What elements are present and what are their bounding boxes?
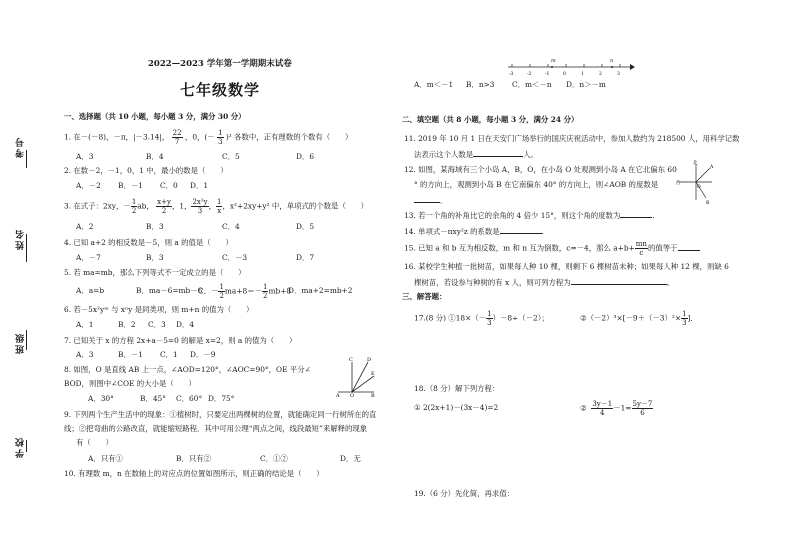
q7-option-b[interactable]: B．－1 xyxy=(118,350,143,359)
q6-option-b[interactable]: B．2 xyxy=(118,320,136,329)
q3-part: 3. 在式子：2xy， xyxy=(64,201,124,211)
q3-option-d[interactable]: D．5 xyxy=(296,222,315,231)
q18-frac1-den: 4 xyxy=(600,409,605,417)
q16-line1: 16. 某校学生种植一批树苗，如果每人种 10 棵，则剩下 6 棵树苗未种；如果每人种 12 棵，则缺 6 xyxy=(404,262,729,271)
q18-part2 xyxy=(580,400,653,417)
q2-option-d[interactable]: D．1 xyxy=(190,181,209,190)
section3-title: 三、解答题： xyxy=(402,292,447,301)
q4-option-c[interactable]: C．－3 xyxy=(222,253,248,262)
q1-fraction2-num: 1 xyxy=(218,129,223,137)
q15-answer-blank[interactable] xyxy=(678,243,700,251)
exam-title: 2022—2023 学年第一学期期末试卷 xyxy=(148,59,292,69)
q5-option-c-suffix: mb+8 xyxy=(268,286,292,296)
q18-frac2-den: 6 xyxy=(640,409,645,417)
q17-frac2-den: 3 xyxy=(682,319,687,327)
label-e: E xyxy=(371,371,375,377)
exam-no-label: 考号 xyxy=(16,136,26,158)
q6-option-d[interactable]: D．4 xyxy=(176,320,195,329)
q16-line2-text: 棵树苗，若设参与种树的有 x 人，则可列方程为 xyxy=(414,278,571,287)
q9-option-c[interactable]: C．①② xyxy=(260,454,288,463)
q12-line3 xyxy=(414,195,447,206)
q16-line2: 棵树苗，若设参与种树的有 x 人，则可列方程为 。 xyxy=(414,278,675,287)
q11-line2 xyxy=(414,149,538,160)
q17-end: ]． xyxy=(687,313,698,323)
number-line-tick-label: 1 xyxy=(581,72,584,77)
q17 xyxy=(414,310,549,327)
q3-part: － xyxy=(123,201,131,211)
q18-part1: ① 2(2x+1)－(3x－4)=2 xyxy=(414,403,499,412)
q3-part: ，1， xyxy=(171,201,192,211)
q8-stem-line2: BOD，则图中∠COE 的大小是（ ） xyxy=(64,379,196,388)
angle-figure xyxy=(336,356,376,398)
q2-option-a[interactable]: A．－2 xyxy=(76,181,101,190)
q8-option-b[interactable]: B．45° xyxy=(140,394,166,403)
q3-part: ， xyxy=(208,201,217,211)
q5-half-den: 2 xyxy=(219,292,224,300)
q12-line1: 12. 如图，某海域有三个小岛 A，B，O，在小岛 O 处观测到小岛 A 在它北偏东 60 xyxy=(404,165,677,174)
q3-frac-den: 2 xyxy=(131,207,137,215)
q7-option-d[interactable]: D．－9 xyxy=(190,350,216,359)
q2-option-b[interactable]: B．－1 xyxy=(118,181,143,190)
q17-frac-den: 3 xyxy=(487,319,492,327)
q7-stem: 7. 已知关于 x 的方程 2x+a－5=0 的解是 x=2，则 a 的值为（ ） xyxy=(64,336,297,345)
q3-frac-num: 1 xyxy=(217,198,222,206)
q18-frac1-num: 3y－1 xyxy=(592,400,613,408)
class-label: 班级 xyxy=(16,332,26,354)
q17-part2-text: ②（－2）³×[－9＋（－3）²× xyxy=(580,313,682,323)
q15-frac-den: c xyxy=(639,249,644,257)
q5-stem: 5. 若 ma=mb，那么下列等式不一定成立的是（ ） xyxy=(64,268,246,277)
q18-title: 18.（8 分）解下列方程： xyxy=(414,384,500,393)
q6-option-a[interactable]: A．1 xyxy=(76,320,94,329)
q12-answer-blank[interactable] xyxy=(414,195,440,203)
q10-option-a[interactable]: A．m＜－1 xyxy=(414,80,454,89)
q14: 14. 单项式－πxy²z 的系数是 . xyxy=(404,227,544,236)
number-line-point-m xyxy=(551,66,553,68)
label-b: B xyxy=(371,393,375,398)
exam-no-line xyxy=(26,150,27,168)
q11-line1: 11. 2019 年 10 月 1 日在天安门广场举行的国庆庆祝活动中，参加人数约为 218500 人，用科学记数 xyxy=(404,134,740,143)
q15-suffix: 的值等于 xyxy=(647,243,678,253)
q9-stem-line3: 有（ ） xyxy=(76,438,113,447)
q3-stem xyxy=(64,198,368,215)
point-o-label: O xyxy=(697,185,701,190)
q12-line2: ° 的方向上，观测到小岛 B 在它南偏东 40° 的方向上，则∠AOB 的度数是 xyxy=(414,180,659,189)
q14-text: 14. 单项式－πxy²z 的系数是 xyxy=(404,227,500,236)
q1-stem-a: 1. 在－(－8)，－π，|－3.14|， xyxy=(64,132,170,142)
q10-option-c[interactable]: C．m＜－n xyxy=(512,80,552,89)
q4-stem: 4. 已知 a+2 的相反数是－5，则 a 的值是（ ） xyxy=(64,238,233,247)
q3-part: ab， xyxy=(137,201,154,211)
n-point-label: n xyxy=(610,58,614,64)
q9-option-d[interactable]: D．无 xyxy=(340,454,361,463)
q17-frac-num: 1 xyxy=(487,310,492,318)
q1-fraction xyxy=(172,129,183,146)
q16-answer-blank[interactable] xyxy=(571,277,667,285)
number-line-point-n xyxy=(611,66,613,68)
number-line-tick-label: 3 xyxy=(617,72,620,77)
q12-period: ． xyxy=(440,196,448,205)
label-c: C xyxy=(349,357,353,363)
ray-oe xyxy=(352,376,374,392)
q3-fraction xyxy=(156,198,172,215)
q5-option-d[interactable]: D．ma+2=mb+2 xyxy=(288,286,353,295)
name-line xyxy=(26,234,27,262)
q3-fraction xyxy=(191,198,208,215)
q5-half-den: 2 xyxy=(263,292,268,300)
q11-line2-text: 法表示这个人数是 xyxy=(414,150,474,159)
q17-frac2-num: 1 xyxy=(682,310,687,318)
west-label: 西 xyxy=(676,181,681,186)
north-label: 北 xyxy=(693,161,698,166)
q5-half-num: 1 xyxy=(219,283,224,291)
q4-option-a[interactable]: A．－7 xyxy=(76,253,101,262)
q1-option-b[interactable]: B．4 xyxy=(146,152,164,161)
q3-frac-num: 1 xyxy=(131,198,137,206)
q13: 13. 若一个角的补角比它的余角的 4 倍少 15°，则这个角的度数为 . xyxy=(404,211,655,220)
q18-fraction-1 xyxy=(591,400,613,417)
compass-figure xyxy=(676,160,716,206)
q5-option-c-prefix: C．－ xyxy=(198,286,219,296)
section2-title: 二、填空题（共 8 小题，每小题 3 分，满分 24 分） xyxy=(402,115,579,124)
q9-option-a[interactable]: A．只有① xyxy=(88,454,123,463)
q1-stem-b: ，0，(－ xyxy=(184,132,215,142)
q2-option-c[interactable]: C．0 xyxy=(160,181,178,190)
number-line-tick-label: -3 xyxy=(509,72,514,77)
q5-option-c-mid: ma+8＝－ xyxy=(224,286,262,296)
q15-fraction xyxy=(635,240,648,257)
ray-od xyxy=(352,362,368,392)
q3-option-b[interactable]: B．3 xyxy=(146,222,164,231)
q5-option-a[interactable]: A．a=b xyxy=(76,286,105,295)
q6-stem: 6. 若－5x²yᵐ 与 xⁿy 是同类项，则 m+n 的值为（ ） xyxy=(64,305,254,314)
q10-option-d[interactable]: D．n＞－m xyxy=(566,80,606,89)
m-point-label: m xyxy=(551,58,556,64)
q13-answer-blank[interactable] xyxy=(620,210,652,218)
q9-stem-line1: 9. 下列两个生产生活中的现象：①植树时，只要定出两棵树的位置，就能确定同一行树所在的直 xyxy=(64,410,377,419)
q3-frac-num: x+y xyxy=(157,198,171,206)
q3-frac-den: 2 xyxy=(161,207,167,215)
q1-fraction-num: 22 xyxy=(172,129,182,137)
class-line xyxy=(26,330,27,350)
q1-fraction-2 xyxy=(217,129,223,146)
axis-arrow-icon xyxy=(630,64,635,70)
q1-fraction2-den: 3 xyxy=(218,138,223,146)
q8-option-c[interactable]: C．60° xyxy=(176,394,203,403)
school-label: 学校 xyxy=(16,436,26,458)
q3-option-a[interactable]: A．2 xyxy=(76,222,94,231)
name-label: 姓名 xyxy=(16,228,26,250)
q7-option-c[interactable]: C．1 xyxy=(160,350,178,359)
q1-option-c[interactable]: C．5 xyxy=(222,152,240,161)
q5-option-b[interactable]: B．ma－6=mb－6 xyxy=(136,286,203,295)
q2-stem: 2. 在数－2，－1，0，1 中，最小的数是（ ） xyxy=(64,166,228,175)
number-line-figure xyxy=(506,56,636,78)
q1-stem-c: )² 各数中，正有理数的个数有（ ） xyxy=(225,132,353,142)
label-d: D xyxy=(367,357,372,363)
q14-answer-blank[interactable] xyxy=(500,226,542,234)
q3-option-c[interactable]: C．4 xyxy=(222,222,240,231)
q18-frac2-num: 5y－7 xyxy=(632,400,653,408)
q5-half-num: 1 xyxy=(263,283,268,291)
point-a-label: A xyxy=(710,165,714,170)
subject-title: 七年级数学 xyxy=(180,81,261,99)
number-line-tick-label: 0 xyxy=(563,72,566,77)
q19-title: 19.（6 分）先化简，再求值： xyxy=(414,489,515,498)
q11-answer-blank[interactable] xyxy=(473,149,523,157)
q18-mid: －1= xyxy=(613,403,632,413)
number-line-tick-label: -1 xyxy=(545,72,550,77)
q7-option-a[interactable]: A．3 xyxy=(76,350,94,359)
q18-part2-prefix: ② xyxy=(580,403,587,413)
q3-frac-den: x xyxy=(217,207,222,215)
q17-prefix: 17.(8 分) ①18×（－ xyxy=(414,313,487,323)
label-a: A xyxy=(336,393,340,398)
q1-option-a[interactable]: A．3 xyxy=(76,152,94,161)
q10-option-b[interactable]: B．n>3 xyxy=(466,80,495,89)
point-b-label: B xyxy=(706,201,710,206)
q3-frac-den: 3 xyxy=(197,207,203,215)
q3-frac-num: 2x²y xyxy=(192,198,208,206)
q5-option-c[interactable] xyxy=(198,283,291,300)
q18-fraction-2 xyxy=(632,400,654,417)
q10-stem: 10. 有理数 m，n 在数轴上的对应点的位置如图所示，则正确的结论是（ ） xyxy=(64,469,324,478)
number-line-tick-label: -2 xyxy=(527,72,532,77)
q8-option-d[interactable]: D．75° xyxy=(208,394,235,403)
q4-option-b[interactable]: B．3 xyxy=(146,253,164,262)
q4-option-d[interactable]: D．7 xyxy=(296,253,315,262)
q9-option-b[interactable]: B．只有② xyxy=(176,454,211,463)
q9-stem-line2: 线；②把弯曲的公路改直，就能缩短路程．其中可用公理“两点之间，线段最短”来解释的现象 xyxy=(64,424,368,433)
q8-stem-line1: 8. 如图，O 是直线 AB 上一点，∠AOD=120°，∠AOC=90°，OE 平分∠ xyxy=(64,365,311,374)
section1-title: 一、选择题（共 10 小题，每小题 3 分，满分 30 分） xyxy=(64,112,246,121)
q1-fraction-den: 7 xyxy=(174,138,180,146)
q6-option-c[interactable]: C．3 xyxy=(148,320,166,329)
q17-mid: ）－8÷（－2）； xyxy=(492,313,549,323)
q8-option-a[interactable]: A．30° xyxy=(88,394,114,403)
label-o: O xyxy=(350,393,355,398)
q3-part: ，x²+2xy+y² 中，单项式的个数是（ ） xyxy=(222,201,369,211)
q1-stem xyxy=(64,129,352,146)
number-line-tick-label: 2 xyxy=(599,72,602,77)
q15-prefix: 15. 已知 a 和 b 互为相反数，m 和 n 互为倒数，c=－4，那么 a+b+ xyxy=(404,243,635,253)
q15 xyxy=(404,240,700,257)
ray-oa xyxy=(696,168,710,182)
q15-frac-num: mn xyxy=(635,240,647,248)
q17-part2 xyxy=(580,310,698,327)
school-line xyxy=(26,440,27,452)
q13-text: 13. 若一个角的补角比它的余角的 4 倍少 15°，则这个角的度数为 xyxy=(404,211,621,220)
q11-unit: 人。 xyxy=(523,150,538,159)
q1-option-d[interactable]: D．6 xyxy=(296,152,315,161)
